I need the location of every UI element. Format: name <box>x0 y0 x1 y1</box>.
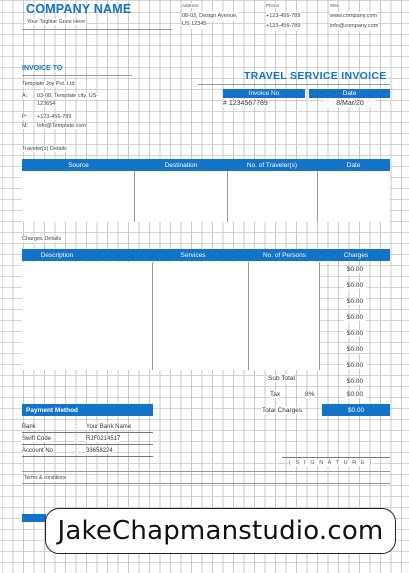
company-email: info@company.com <box>330 23 379 29</box>
account-key: Account No <box>22 448 54 454</box>
watermark: JakeChapmanstudio.com <box>45 508 396 554</box>
swift-sep: : <box>76 436 78 442</box>
traveler-table-header <box>22 159 390 171</box>
bank-rule <box>22 432 153 433</box>
swift-key: Swift Code <box>22 436 52 442</box>
charge-row-4: $0.00 <box>344 314 366 321</box>
client-email: Info@Template.com <box>37 123 86 129</box>
services-column[interactable] <box>153 262 249 370</box>
client-mail-prefix: M: <box>22 123 29 129</box>
travel-date-cell[interactable] <box>318 171 390 222</box>
payment-method-header <box>22 404 153 416</box>
charge-row-8: $0.00 <box>344 378 366 385</box>
bank-value[interactable]: Your Bank Name <box>86 424 132 430</box>
client-address-1: 03-08, Template city, US- <box>37 93 99 99</box>
payment-method-label: Payment Method <box>26 406 79 414</box>
persons-column[interactable] <box>249 262 320 370</box>
tagline-rule <box>22 29 172 30</box>
client-address-prefix: A: <box>22 93 28 99</box>
charge-row-7: $0.00 <box>344 362 366 369</box>
company-website: www.company.com <box>330 13 377 19</box>
col-travel-date: Date <box>346 161 361 169</box>
swift-value[interactable]: RJF0214517 <box>86 436 121 442</box>
destination-cell[interactable] <box>135 171 228 222</box>
company-tagline: Your Tagline Goes Here <box>27 19 86 25</box>
charge-row-5: $0.00 <box>344 330 366 337</box>
traveler-section-label: Traveler(s) Details <box>22 146 67 152</box>
swift-rule <box>22 444 153 445</box>
total-charges: $0.00 <box>347 406 365 414</box>
col-destination: Destination <box>164 161 198 169</box>
company-address-2: US 12345 <box>182 21 207 27</box>
col-source: Source <box>68 161 89 169</box>
company-address-1: 08-03, Design Avenue, <box>182 13 238 19</box>
invoice-number-header <box>223 89 305 98</box>
charge-row-3: $0.00 <box>344 298 366 305</box>
client-phone: +123-456-789 <box>37 114 72 120</box>
total-charges-label: Total Charges <box>262 407 303 414</box>
account-value[interactable]: 33658224 <box>86 448 113 454</box>
signature-line <box>282 457 390 458</box>
charge-row-6: $0.00 <box>344 346 366 353</box>
company-name: COMPANY NAME <box>26 2 132 16</box>
client-phone-prefix: P: <box>22 114 28 120</box>
col-charges: Charges <box>343 251 369 259</box>
title-rule <box>198 84 390 85</box>
client-address-2: 123654 <box>37 101 56 107</box>
tax-rate: 8% <box>305 391 315 398</box>
invoice-number-label: Invoice No <box>248 90 280 97</box>
col-travelers: No. of Traveler(s) <box>246 161 298 169</box>
footer-accent-bar <box>22 514 46 522</box>
charges-table-header <box>22 249 390 261</box>
col-services: Services <box>180 251 206 259</box>
subtotal-label: Sub Total <box>268 375 295 382</box>
tax-amount: $0.00 <box>344 391 366 398</box>
charge-row-1: $0.00 <box>344 266 366 273</box>
terms-rule <box>22 483 390 484</box>
phone-label: Phone <box>266 3 280 8</box>
charges-section-label: Charges Details <box>22 236 62 242</box>
total-charges-cell <box>322 404 390 416</box>
col-persons: No. of Persons <box>263 251 306 259</box>
bank-key: Bank <box>22 424 36 430</box>
invoice-to-label: INVOICE TO <box>22 65 63 72</box>
invoice-date-header <box>309 89 390 98</box>
description-column[interactable] <box>22 262 153 370</box>
terms-rule-top <box>22 471 390 472</box>
col-description: Description <box>40 251 74 259</box>
bank-sep: : <box>76 424 78 430</box>
address-label: Address <box>182 3 199 8</box>
invoice-number: # 1234567789 <box>223 100 268 107</box>
invoice-title: TRAVEL SERVICE INVOICE <box>244 70 387 82</box>
account-sep: : <box>76 448 78 454</box>
charge-row-2: $0.00 <box>344 282 366 289</box>
tax-label: Tax <box>270 391 281 398</box>
source-cell[interactable] <box>22 171 135 222</box>
web-label: Web <box>330 3 340 8</box>
invoice-date-label: Date <box>342 90 357 97</box>
client-name: Template Joy Pvt. Ltd <box>22 81 75 87</box>
company-phone-1: +123-456-789 <box>266 13 301 19</box>
invoice-date: 8/Mar/20 <box>325 100 375 107</box>
company-phone-2: +123-456-789 <box>266 23 301 29</box>
terms-label: Terms & conditions <box>24 475 67 481</box>
invoice-to-rule <box>22 75 132 76</box>
travelers-cell[interactable] <box>228 171 318 222</box>
account-rule <box>22 456 153 457</box>
signature-label: ( S I G N A T U R E ) <box>289 460 373 466</box>
